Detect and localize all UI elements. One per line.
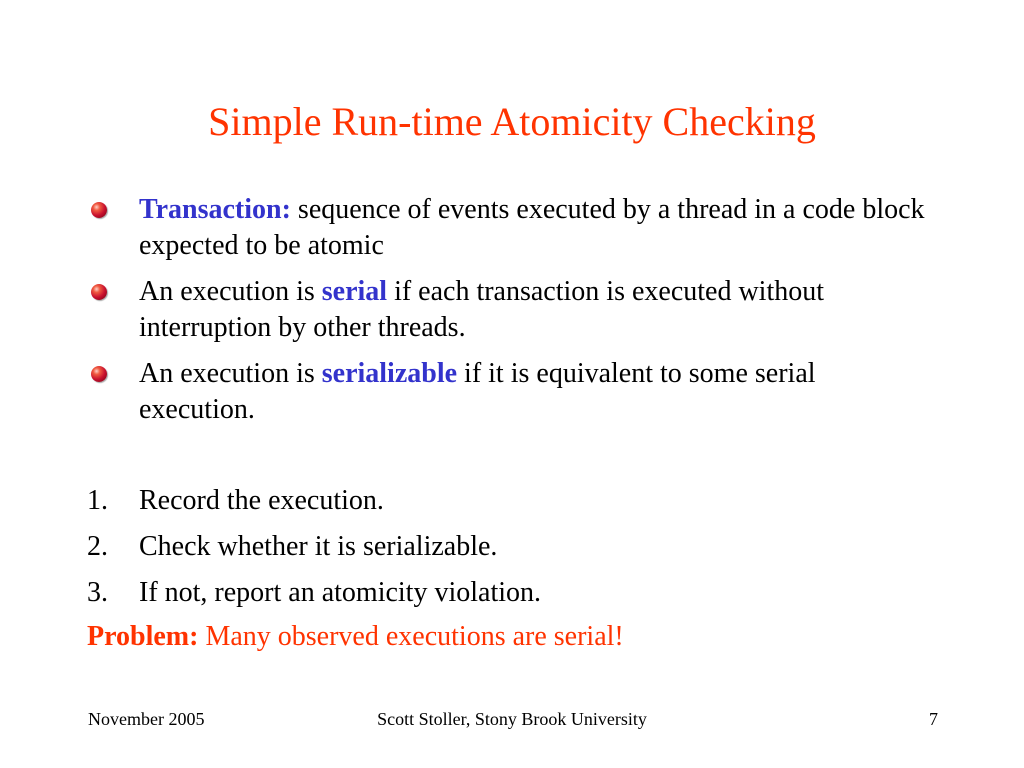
bullet-list <box>0 192 1024 438</box>
slide-title: Simple Run-time Atomicity Checking <box>208 99 816 144</box>
term-serial: serial <box>321 276 388 307</box>
step-number: 2. <box>87 531 108 562</box>
term-serializable: serializable <box>321 358 458 389</box>
bullet-text: An execution is <box>139 276 322 307</box>
footer-date: November 2005 <box>88 709 205 729</box>
step-item <box>87 575 1024 611</box>
bullet-item-transaction <box>139 192 929 264</box>
bullet-text: if each transaction is executed without interruption by other threads. <box>139 276 825 343</box>
term-transaction: Transaction: <box>139 194 291 225</box>
footer-page-number: 7 <box>929 709 938 729</box>
bullet-item-serial <box>139 274 929 346</box>
problem-label: Problem: <box>87 621 199 652</box>
problem-text: Many observed executions are serial! <box>198 621 624 652</box>
step-item <box>87 483 1024 519</box>
step-text: If not, report an atomicity violation. <box>139 577 542 608</box>
bullet-item-serializable <box>139 356 929 428</box>
numbered-steps <box>0 483 1024 621</box>
step-text: Check whether it is serializable. <box>139 531 498 562</box>
step-number: 3. <box>87 577 108 608</box>
bullet-text: An execution is <box>139 358 322 389</box>
bullet-dot-icon <box>91 366 107 382</box>
problem-statement <box>87 619 624 655</box>
bullet-text: sequence of events executed by a thread in a code block expected to be atomic <box>139 194 925 261</box>
bullet-text: if it is equivalent to some serial execution. <box>139 358 816 425</box>
footer-author: Scott Stoller, Stony Brook University <box>377 709 647 729</box>
step-number: 1. <box>87 485 108 516</box>
bullet-dot-icon <box>91 284 107 300</box>
step-item <box>87 529 1024 565</box>
bullet-dot-icon <box>91 202 107 218</box>
step-text: Record the execution. <box>139 485 384 516</box>
